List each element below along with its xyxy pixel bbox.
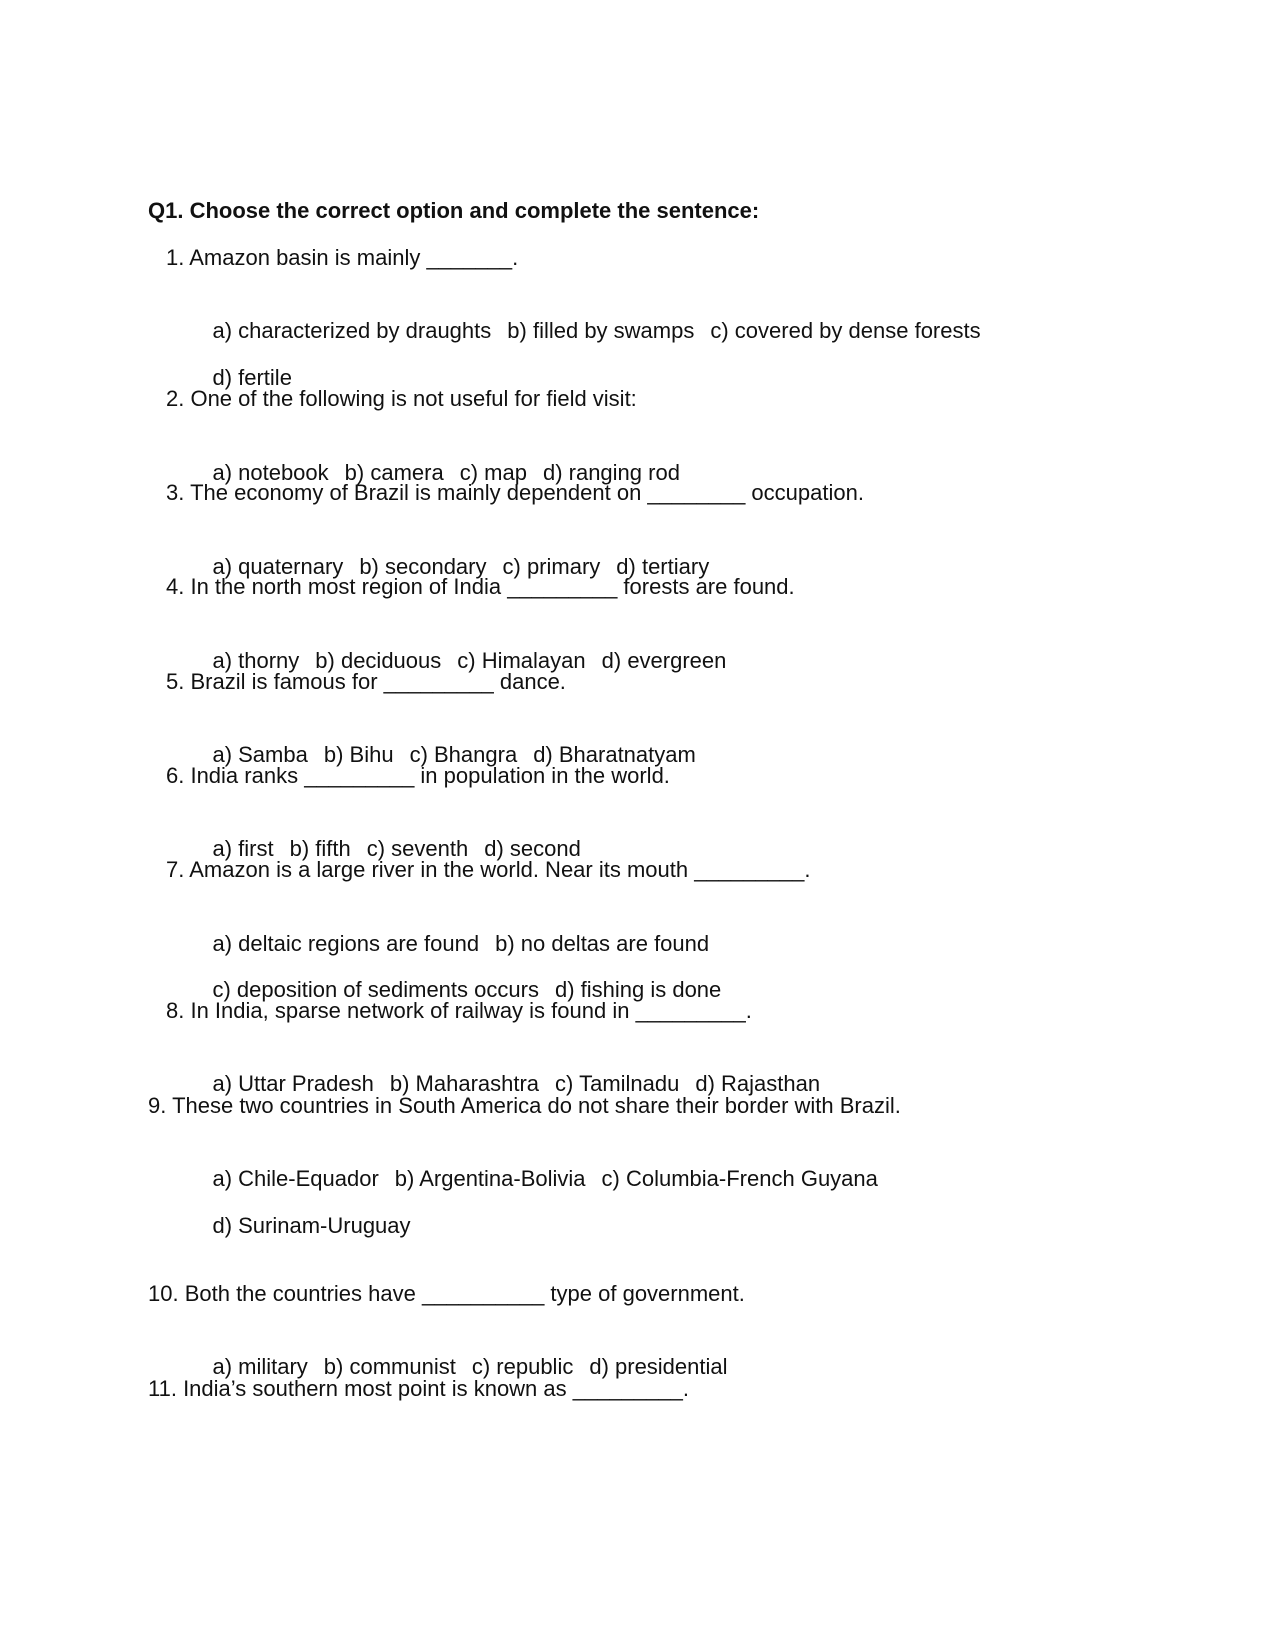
option: a) Uttar Pradesh bbox=[212, 1071, 374, 1096]
option: b) communist bbox=[323, 1354, 456, 1379]
question-3: 3. The economy of Brazil is mainly dependent on ________ occupation. bbox=[166, 480, 864, 505]
options-9-line-2 bbox=[188, 1187, 411, 1265]
question-9: 9. These two countries in South America do not share their border with Brazil. bbox=[148, 1093, 901, 1118]
option: a) characterized by draughts bbox=[212, 318, 492, 343]
option: b) secondary bbox=[359, 554, 487, 579]
option: d) fishing is done bbox=[554, 977, 722, 1002]
option: a) first bbox=[212, 836, 274, 861]
option: d) presidential bbox=[589, 1354, 728, 1379]
option: d) Bharatnatyam bbox=[533, 742, 696, 767]
option: d) fertile bbox=[212, 365, 292, 390]
question-6: 6. India ranks _________ in population in the world. bbox=[166, 763, 670, 788]
option: d) ranging rod bbox=[542, 460, 680, 485]
option: a) military bbox=[212, 1354, 308, 1379]
option: b) deciduous bbox=[315, 648, 442, 673]
option: c) Tamilnadu bbox=[555, 1071, 680, 1096]
option: b) Argentina-Bolivia bbox=[394, 1166, 586, 1191]
option: b) Maharashtra bbox=[389, 1071, 540, 1096]
question-1: 1. Amazon basin is mainly _______. bbox=[166, 245, 519, 270]
option: c) map bbox=[459, 460, 527, 485]
option: a) quaternary bbox=[212, 554, 344, 579]
option: d) Surinam-Uruguay bbox=[212, 1213, 411, 1238]
option: c) covered by dense forests bbox=[710, 318, 981, 343]
option: b) no deltas are found bbox=[495, 931, 710, 956]
option: a) Samba bbox=[212, 742, 308, 767]
option: c) Bhangra bbox=[409, 742, 518, 767]
option: b) fifth bbox=[289, 836, 351, 861]
question-10: 10. Both the countries have __________ type of government. bbox=[148, 1281, 745, 1306]
option: c) Columbia-French Guyana bbox=[601, 1166, 878, 1191]
question-5: 5. Brazil is famous for _________ dance. bbox=[166, 669, 566, 694]
option: b) camera bbox=[344, 460, 444, 485]
option: d) Rajasthan bbox=[695, 1071, 821, 1096]
question-7: 7. Amazon is a large river in the world. Near its mouth _________. bbox=[166, 857, 811, 882]
option: a) Chile-Equador bbox=[212, 1166, 379, 1191]
question-2: 2. One of the following is not useful for field visit: bbox=[166, 386, 637, 411]
option: b) filled by swamps bbox=[507, 318, 695, 343]
options-1-line-1 bbox=[188, 292, 981, 370]
option: a) deltaic regions are found bbox=[212, 931, 480, 956]
option: c) Himalayan bbox=[457, 648, 586, 673]
question-4: 4. In the north most region of India _________ forests are found. bbox=[166, 574, 795, 599]
question-8: 8. In India, sparse network of railway is found in _________. bbox=[166, 998, 752, 1023]
option: c) primary bbox=[502, 554, 601, 579]
option: d) tertiary bbox=[616, 554, 710, 579]
section-heading: Q1. Choose the correct option and complete the sentence: bbox=[148, 198, 760, 223]
option: a) thorny bbox=[212, 648, 300, 673]
option: c) republic bbox=[471, 1354, 574, 1379]
option: c) seventh bbox=[366, 836, 469, 861]
option: c) deposition of sediments occurs bbox=[212, 977, 539, 1002]
option: d) evergreen bbox=[601, 648, 727, 673]
option: a) notebook bbox=[212, 460, 329, 485]
question-11: 11. India’s southern most point is known as _________. bbox=[148, 1376, 689, 1401]
option: d) second bbox=[484, 836, 581, 861]
option: b) Bihu bbox=[323, 742, 394, 767]
